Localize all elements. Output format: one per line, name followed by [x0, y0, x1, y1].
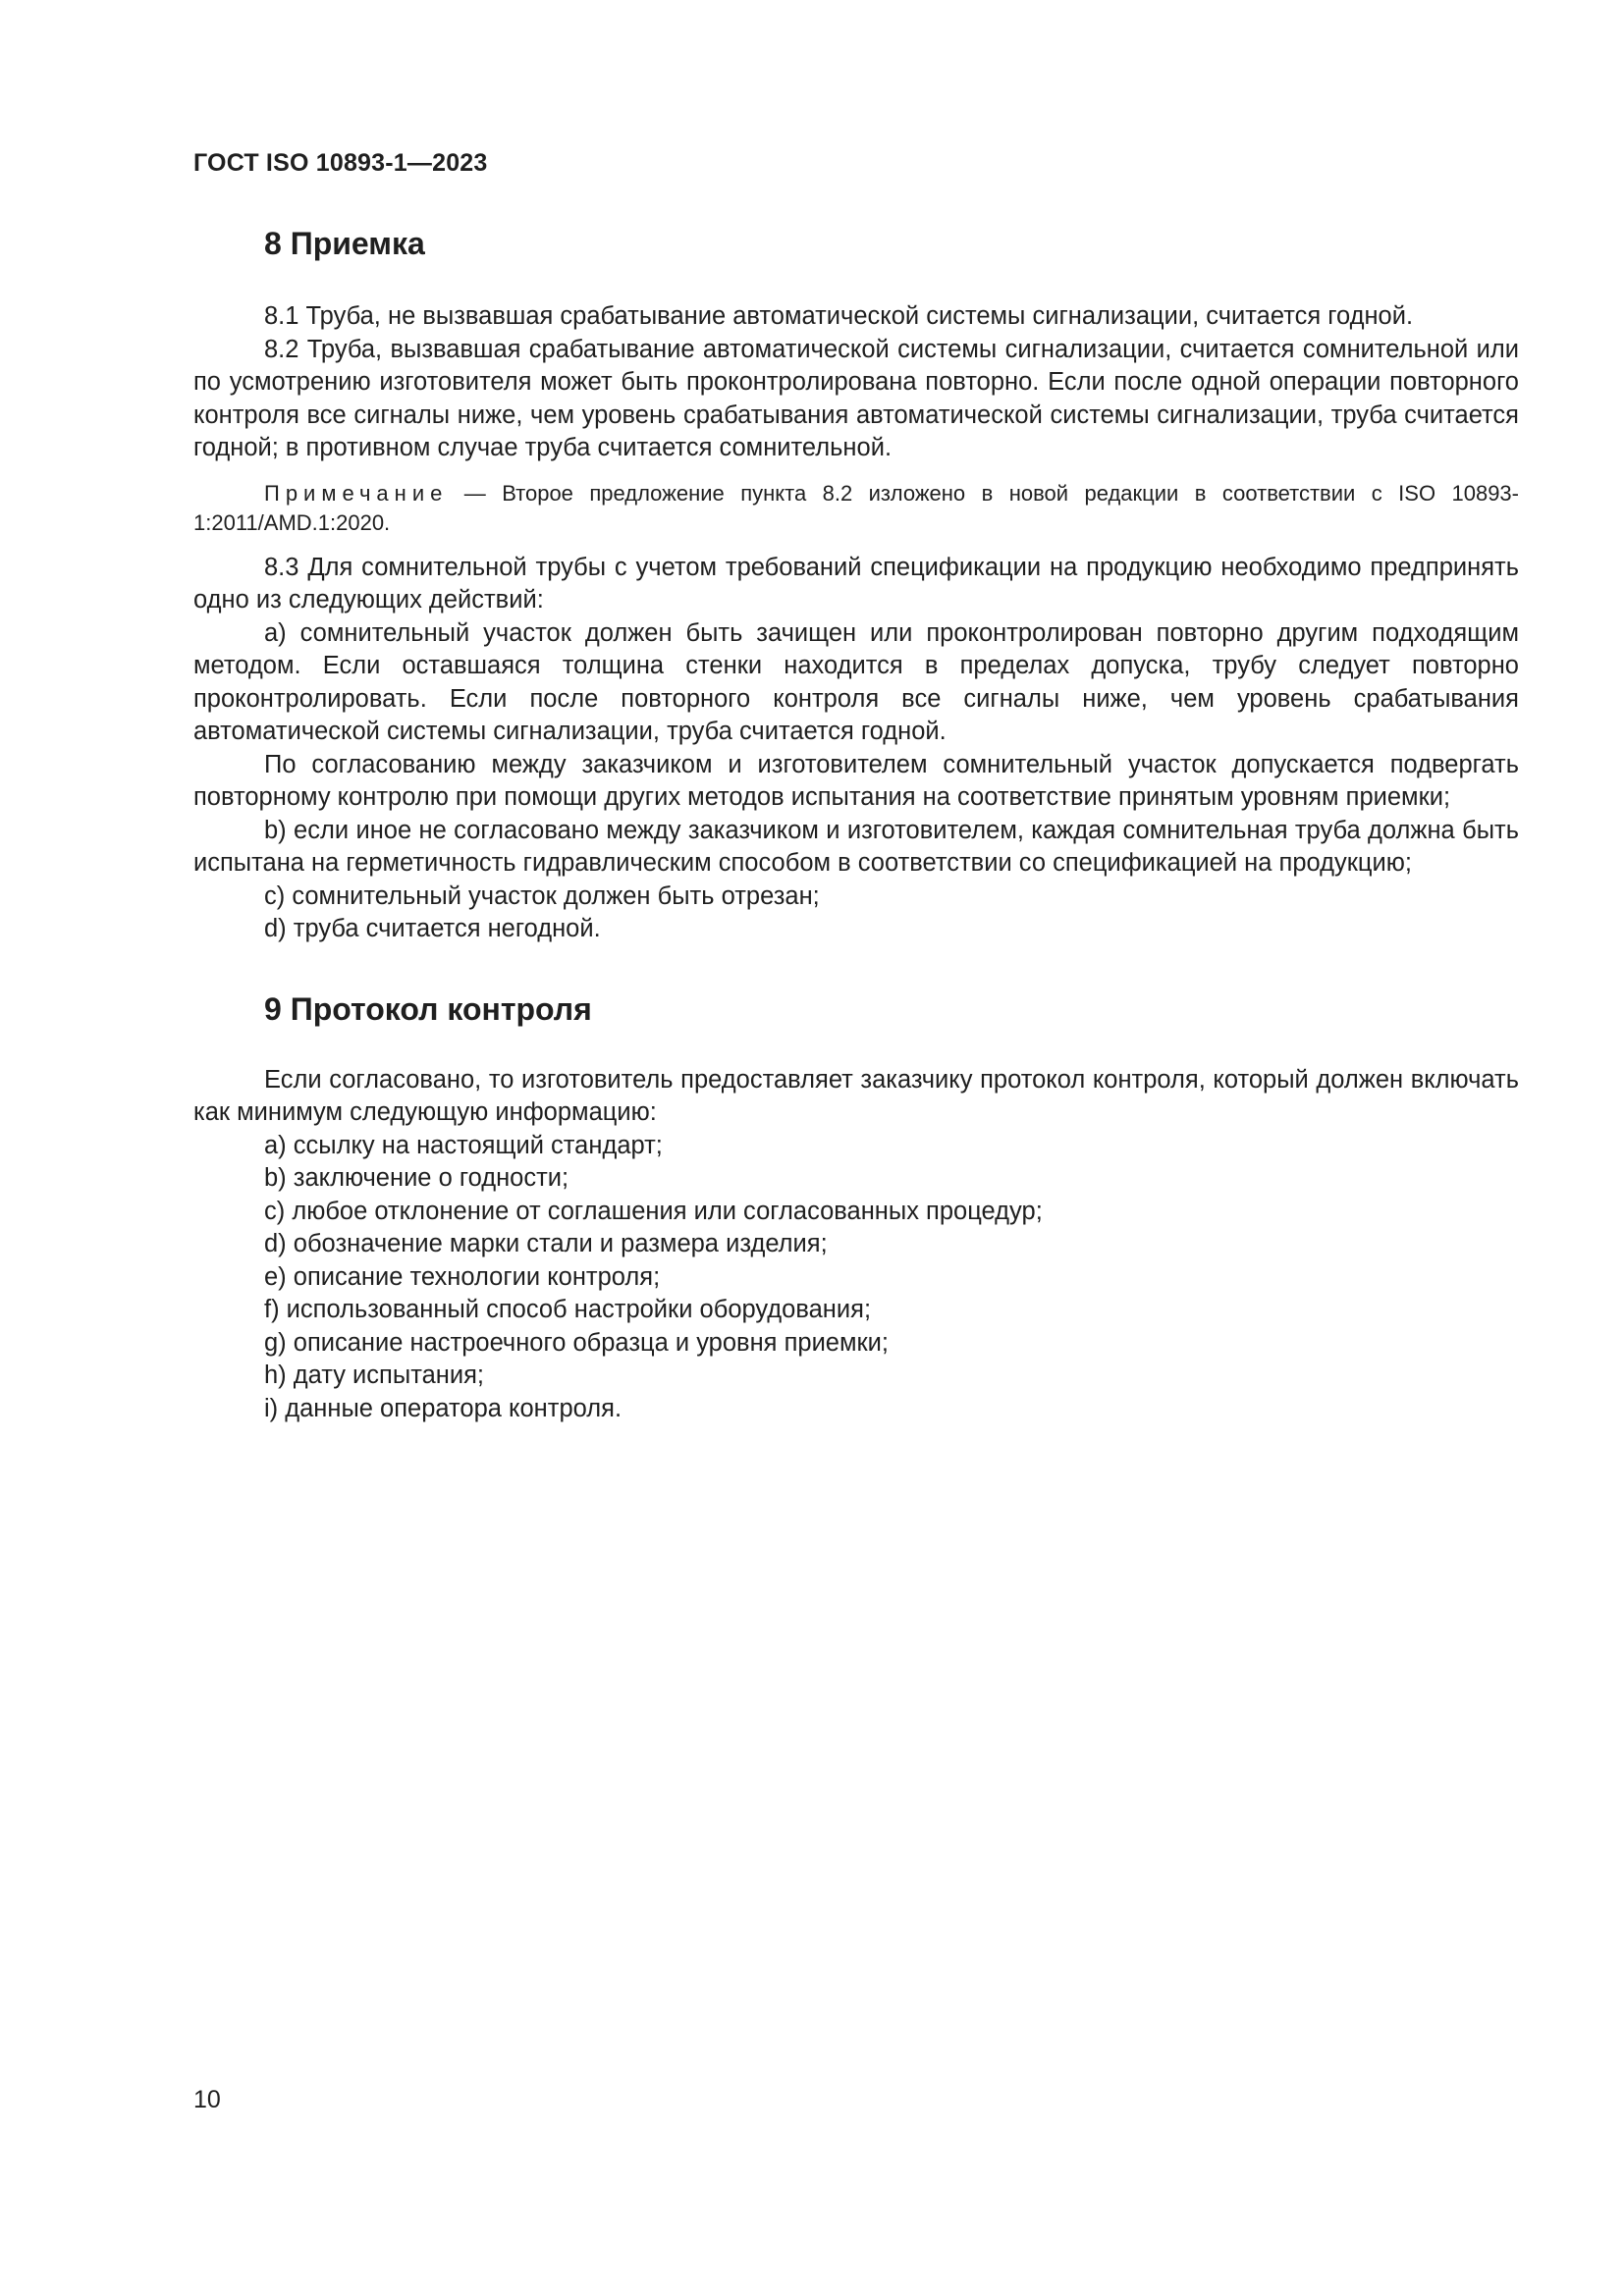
clause-8-1: 8.1 Труба, не вызвавшая срабатывание автоматической системы сигнализации, считается годной.	[264, 302, 1414, 330]
section-9-heading: 9 Протокол контроля	[264, 990, 592, 1027]
note-label: Примечание	[264, 480, 449, 506]
list-item: b) заключение о годности;	[264, 1164, 569, 1192]
page-number: 10	[193, 2086, 221, 2113]
list-item: a) ссылку на настоящий стандарт;	[264, 1131, 663, 1159]
list-item: g) описание настроечного образца и уровня приемки;	[264, 1328, 890, 1357]
note-text: — Второе предложение пункта 8.2 изложено в новой редакции в соответствии с ISO 10893-1:2011/AMD.1:2020.	[193, 480, 1519, 535]
document-header: ГОСТ ISO 10893-1—2023	[193, 149, 488, 177]
clause-8-3-item-c: c) сомнительный участок должен быть отрезан;	[264, 881, 820, 910]
list-item: f) использованный способ настройки оборудования;	[264, 1296, 872, 1323]
note-paragraph	[193, 479, 1519, 538]
clause-8-3-agreement: По согласованию между заказчиком и изготовителем сомнительный участок допускается подвергать повторному контролю при помощи других методов испытания на соответствие принятым уровням приемки;	[193, 750, 1519, 811]
clause-8-3-item-b: b) если иное не согласовано между заказчиком и изготовителем, каждая сомнительная труба должна быть испытана на герметичность гидравлическим способом в соответствии со спецификацией на продукцию;	[193, 816, 1519, 877]
clause-8-2: 8.2 Труба, вызвавшая срабатывание автоматической системы сигнализации, считается сомнительной или по усмотрению изготовителя может быть проконтролирована повторно. Если после одной операции повторного контроля все сигналы ниже, чем уровень срабатывания автоматической системы сигнализации, труба считается годной; в противном случае труба считается сомнительной.	[193, 335, 1519, 461]
clause-8-3: 8.3 Для сомнительной трубы с учетом требований спецификации на продукцию необходимо предпринять одно из следующих действий:	[193, 553, 1519, 614]
page-content	[193, 222, 1519, 1425]
section-8-heading: 8 Приемка	[264, 226, 425, 261]
list-item: i) данные оператора контроля.	[264, 1394, 623, 1422]
list-item: e) описание технологии контроля;	[264, 1262, 661, 1291]
clause-8-3-item-d: d) труба считается негодной.	[264, 915, 601, 942]
section-9-intro: Если согласовано, то изготовитель предоставляет заказчику протокол контроля, который должен включать как минимум следующую информацию:	[193, 1065, 1519, 1126]
clause-8-3-item-a: a) сомнительный участок должен быть зачищен или проконтролирован повторно другим подходящим методом. Если оставшаяся толщина стенки находится в пределах допуска, трубу следует повторно проконтролировать. Если после повторного контроля все сигналы ниже, чем уровень срабатывания автоматической системы сигнализации, труба считается годной.	[193, 618, 1519, 745]
list-item: d) обозначение марки стали и размера изделия;	[264, 1230, 828, 1257]
list-item: h) дату испытания;	[264, 1362, 484, 1389]
list-item: c) любое отклонение от соглашения или согласованных процедур;	[264, 1197, 1043, 1225]
